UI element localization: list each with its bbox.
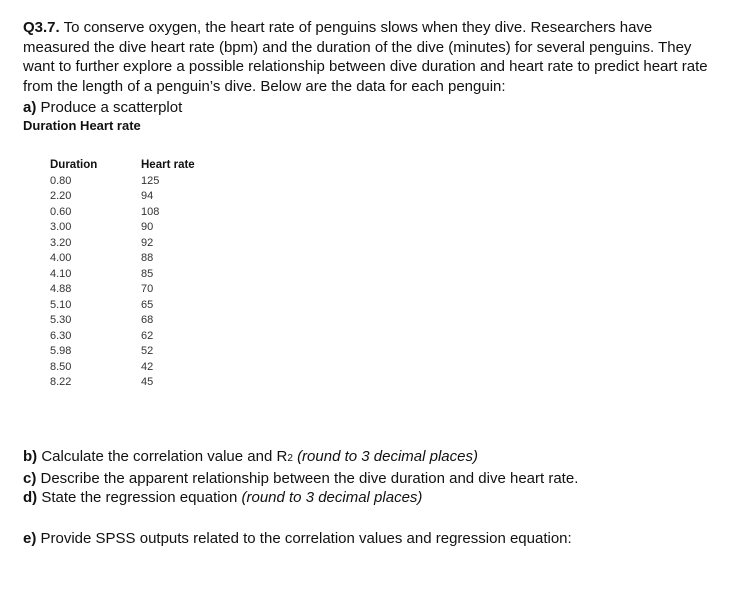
- table-row: [50, 173, 195, 189]
- heart-rate-cell: 45: [141, 376, 154, 389]
- table-row: [50, 328, 195, 344]
- part-c: [23, 469, 578, 489]
- table-row: [50, 344, 195, 360]
- part-c-text: Describe the apparent relationship between the dive duration and dive heart rate.: [36, 469, 579, 487]
- data-table: [50, 156, 195, 390]
- part-e-text: Provide SPSS outputs related to the correlation values and regression equation:: [36, 529, 572, 547]
- heart-rate-cell: 85: [141, 267, 154, 280]
- table-row: [50, 282, 195, 298]
- heart-rate-cell: 70: [141, 283, 154, 296]
- heart-rate-cell: 42: [141, 360, 154, 373]
- duration-cell: 5.10: [50, 298, 72, 311]
- remaining-questions: [23, 447, 578, 548]
- table-row: [50, 266, 195, 282]
- duration-cell: 5.98: [50, 345, 72, 358]
- duration-cell: 0.80: [50, 174, 72, 187]
- table-row: [50, 313, 195, 329]
- part-b-subscript: 2: [287, 453, 293, 464]
- question-text: [23, 18, 723, 96]
- part-b-text: Calculate the correlation value and R: [37, 448, 288, 465]
- heart-rate-cell: 92: [141, 236, 154, 249]
- table-row: [50, 189, 195, 205]
- duration-cell: 3.20: [50, 236, 72, 249]
- header-duration: Duration: [50, 158, 98, 171]
- table-header-row: [50, 156, 195, 173]
- part-a-label: a): [23, 99, 37, 116]
- duration-cell: 3.00: [50, 221, 72, 234]
- heart-rate-cell: 52: [141, 345, 154, 358]
- part-d: [23, 488, 578, 508]
- part-a: [23, 98, 182, 117]
- heart-rate-cell: 90: [141, 221, 154, 234]
- heart-rate-cell: 68: [141, 314, 154, 327]
- table-row: [50, 297, 195, 313]
- duration-cell: 8.22: [50, 376, 72, 389]
- duration-cell: 5.30: [50, 314, 72, 327]
- table-row: [50, 375, 195, 391]
- table-row: [50, 235, 195, 251]
- table-row: [50, 204, 195, 220]
- heart-rate-cell: 62: [141, 329, 154, 342]
- heart-rate-cell: 125: [141, 174, 160, 187]
- table-body: [50, 173, 195, 390]
- duration-cell: 2.20: [50, 190, 72, 203]
- part-d-note: (round to 3 decimal places): [241, 489, 423, 506]
- part-d-label: d): [23, 489, 38, 506]
- part-b-note: (round to 3 decimal places): [297, 448, 478, 465]
- part-b: [23, 447, 578, 469]
- duration-cell: 8.50: [50, 360, 72, 373]
- part-a-text: Produce a scatterplot: [36, 99, 183, 116]
- heart-rate-cell: 88: [141, 252, 154, 265]
- part-b-label: b): [23, 448, 38, 465]
- part-e: [23, 529, 578, 549]
- table-row: [50, 220, 195, 236]
- duration-cell: 4.88: [50, 283, 72, 296]
- heart-rate-cell: 65: [141, 298, 154, 311]
- duration-cell: 6.30: [50, 329, 72, 342]
- table-row: [50, 359, 195, 375]
- heart-rate-cell: 108: [141, 205, 160, 218]
- question-number: Q3.7.: [23, 19, 60, 36]
- duration-cell: 4.00: [50, 252, 72, 265]
- part-c-label: c): [23, 469, 37, 487]
- duration-cell: 0.60: [50, 205, 72, 218]
- question-body: To conserve oxygen, the heart rate of penguins slows when they dive. Researchers have measured the dive heart rate (bpm) and the duration of the dive (minutes) for several penguins. They want to further explore a possible relationship between dive duration and heart rate to predict heart rate from the length of a penguin’s dive. Below are the data for each penguin:: [23, 19, 708, 95]
- heart-rate-cell: 94: [141, 190, 154, 203]
- table-row: [50, 251, 195, 267]
- duration-cell: 4.10: [50, 267, 72, 280]
- part-e-label: e): [23, 529, 37, 547]
- part-d-text: State the regression equation: [37, 489, 242, 506]
- header-heart-rate: Heart rate: [141, 158, 195, 171]
- table-subheading: Duration Heart rate: [23, 118, 141, 133]
